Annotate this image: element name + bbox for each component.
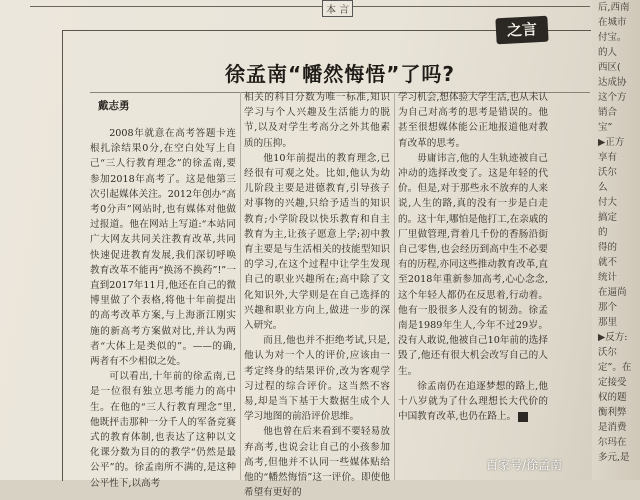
column-divider [240,92,241,480]
strip-line: 权的题 [598,392,627,403]
adjacent-article-strip [592,0,640,480]
strip-line: 宝” [598,122,613,133]
strip-line: 付大 [598,197,618,208]
strip-line: 尔玛在 [598,437,627,448]
strip-line: 么 [598,182,608,193]
strip-line: 定”。在 [598,362,632,373]
article-column-1 [90,126,236,489]
paragraph: 毋庸讳言,他的人生轨迹被自己冲动的选择改变了。这是年轻的代价。但是,对于那些永不放弃的人来说,人生的路,真的没有一步是白走的。这十年,哪怕是他打工,在亲戚的厂里做管理,背着几千份的香肠沿街自己零售,也会经历到高中生不必要有的历程,亦同这些推动教育改革,直至2018年重新参加高考,心心念念,这个年轻人都仍在反思着,行动着。他有一股很多人没有的韧劲。徐孟南是1989年生人,今年不过29岁。没有人敢说,他被自己10年前的选择毁了,他还有很大机会改写自己的人生。 [398,152,549,377]
strip-line: 就不 [598,257,618,268]
column-divider [394,92,395,480]
paragraph: 2008年就意在高考答题卡连根扎涂结果0分,在空白处写上自己“三人行教育理念”的徐孟南,要参加2018年高考了。这是他第三次引起媒体关注。2012年创办“高考0分声”网站时,也有媒体对他做过报道。他在网站上写道:“本站同广大网友共同关注教育改革,共同快速促进教育发展,我们深切呼唤教育改革不能再“换汤不换药”!”一直到2017年11月,他还在自己的微博里做了个表格,将他十年前提出的高考改革方案,与上海浙江刚实施的新高考方案做对比,并认为两者“大体上是类似的”。——的确,两者有不少相似之处。 [90,128,236,368]
strip-line: 在城市 [598,17,627,28]
source-watermark: 百家号/徐孟南 [486,458,563,472]
strip-line: 定接受 [598,377,627,388]
paragraph: 学习机会,想体验大学生活,也从未认为自己对高考的思考是错误的。他甚至很想媒体能公正地报道他对教育改革的思考。 [398,92,549,149]
paragraph: 而且,他也并不拒绝考试,只是,他认为对一个人的评价,应该由一考定终身的结果评价,改为客观学习过程的综合评价。这当然不容易,却是当下基于大数据生成个人学习地图的前沿评价思维。 [244,335,390,423]
strip-line: 销合 [598,107,618,118]
strip-line: 衡利弊 [598,407,627,418]
section-mark: 本 言 [322,0,353,17]
paragraph: 他也曾在后来看到不要轻易放弃高考,也说会让自己的小孩参加高考,但他并不认同一些媒体贴给他的“幡然悔悟”这一评价。即使他希望有更好的 [244,426,390,499]
paragraph: 相关的科目分数为唯一标准,知识学习与个人兴趣及生活能力的脱节,以及对学生考高分之外其他素质的压抑。 [244,92,390,149]
article-author: 戴志勇 [98,100,130,112]
strip-line: 得的 [598,242,618,253]
article-column-2 [244,90,390,499]
strip-line: 沃尔 [598,347,618,358]
strip-line: 后,西南 [598,2,630,13]
article-title: 徐孟南“幡然悔悟”了吗? [225,62,455,86]
closing-text: 徐孟南仍在追逐梦想的路上,他十八岁就为了什么理想长大代价的中国教育改革,也仍在路上。 [398,380,548,423]
strip-line: ▶正方 [598,137,625,148]
end-mark-icon [518,412,528,422]
top-rule [30,6,590,7]
paragraph [398,379,548,425]
strip-line: 的 [598,227,608,238]
strip-line: 沃尔 [598,167,618,178]
strip-line: 这个方 [598,92,627,103]
strip-line: 达成协 [598,77,627,88]
strip-line: 的人 [598,47,618,58]
strip-line: 那个 [598,302,618,313]
strip-line: 付宝。 [598,32,627,43]
strip-line: 多元,是 [598,452,630,463]
article-column-3 [398,90,548,480]
paragraph: 他10年前提出的教育理念,已经很有可观之处。比如,他认为幼儿阶段主要是进德教育,引导孩子对事物的兴趣,只给予适当的知识教育;小学阶段以快乐教育和自主教育为主,让孩子愿意上学;初中教育主要是与生活相关的技能型知识的学习,在这个过程中让学生发现自己的职业兴趣所在;高中除了文化知识外,大学则是在自己选择的兴趣和职业方向上,做进一步的深入研究。 [244,152,390,332]
strip-line: 统计 [598,272,618,283]
strip-line: 西区( [598,62,621,73]
strip-line: 搞定 [598,212,618,223]
strip-line: 是消费 [598,422,627,433]
strip-line: ▶反方: [598,332,628,343]
strip-line: 在逼尚 [598,287,627,298]
paragraph: 可以看出,十年前的徐孟南,已是一位很有独立思考能力的高中生。在他的“三人行教育理念”里,他既抨击那种一分千人的军备竞赛式的教育体制,也表达了这种以文化课分数为目的的教学“仍然是最公平”的。徐孟南所不满的,是这种公平性下,以高考 [90,371,236,489]
column-badge: 之言 [495,16,548,45]
strip-line: 那里 [598,317,618,328]
strip-line: 享有 [598,152,618,163]
